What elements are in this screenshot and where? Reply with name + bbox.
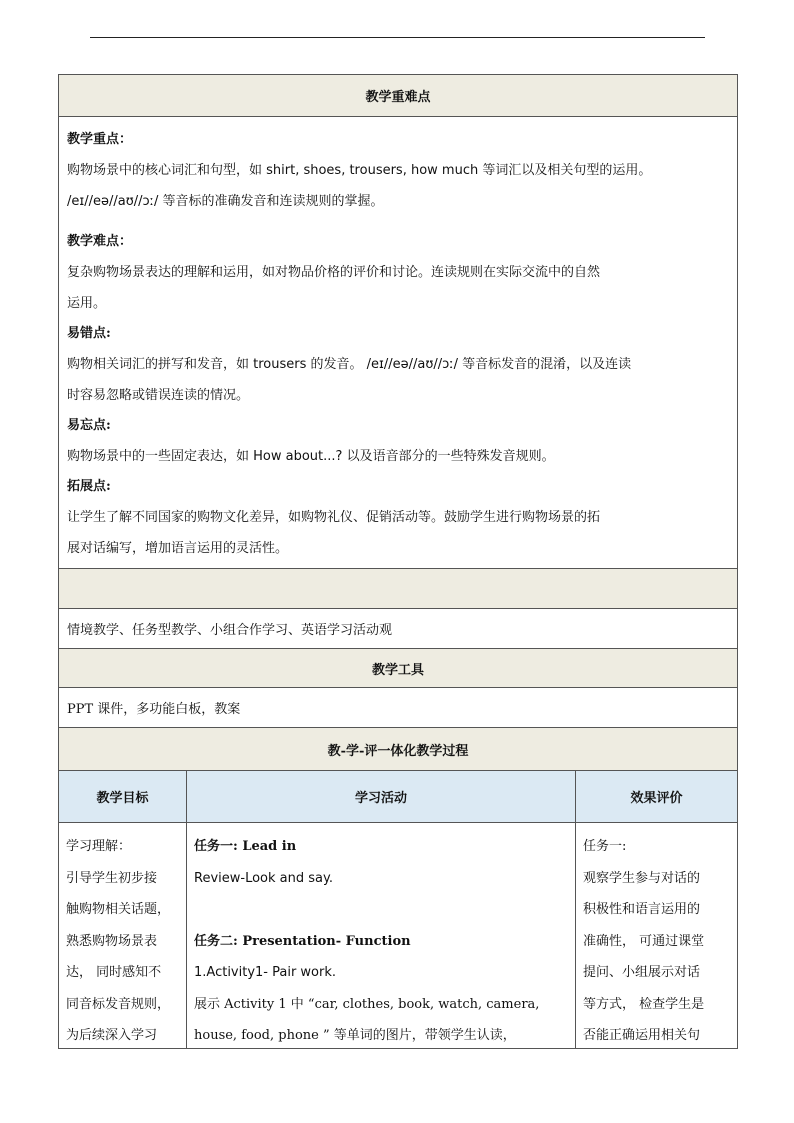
- tools-text: PPT 课件，多功能白板，教案: [67, 702, 241, 717]
- activity-line: 展示 Activity 1 中 “car, clothes, book, watch, camera,: [194, 996, 540, 1012]
- process-header: [59, 728, 737, 771]
- goal-line: 触购物相关话题，: [66, 902, 171, 917]
- header-rule: [90, 37, 705, 38]
- evaluation-line: 积极性和语言运用的: [583, 902, 701, 917]
- activity-line: 1.Activity1- Pair work.: [194, 965, 337, 980]
- activity-line: house, food, phone ” 等单词的图片，带领学生认读，: [194, 1028, 516, 1043]
- goal-column-header: 教学目标: [59, 771, 187, 823]
- process-row: [59, 823, 737, 1049]
- evaluation-line: 观察学生参与对话的: [583, 870, 701, 886]
- extension-line: 展对话编写，增加语言运用的灵活性。: [67, 541, 289, 556]
- error-heading: 易错点:: [67, 326, 111, 341]
- activity-column-header: 学习活动: [187, 771, 576, 823]
- forget-heading: 易忘点:: [67, 418, 111, 433]
- goal-line: 达， 同时感知不: [66, 965, 162, 980]
- evaluation-line: 否能正确运用相关句: [583, 1028, 701, 1043]
- methods-header: [59, 569, 737, 609]
- goal-line: 为后续深入学习: [66, 1028, 158, 1043]
- error-line: 时容易忽略或错误连读的情况。: [67, 388, 250, 403]
- difficulty-heading: 教学难点：: [67, 234, 133, 249]
- key-points-content: [59, 117, 737, 569]
- difficulty-line: 运用。: [67, 296, 107, 311]
- focus-heading: 教学重点：: [67, 132, 133, 147]
- focus-line: /eɪ//eə//aʊ//ɔː/ 等音标的准确发音和连读规则的掌握。: [67, 194, 384, 209]
- process-column-headers: [59, 771, 737, 823]
- methods-text: 情境教学、任务型教学、小组合作学习、英语学习活动观: [67, 623, 393, 638]
- key-points-header: [59, 75, 737, 117]
- forget-line: 购物场景中的一些固定表达，如 How about...? 以及语音部分的一些特殊发音规则。: [67, 449, 555, 464]
- activity-line: Review-Look and say.: [194, 870, 333, 886]
- error-line: 购物相关词汇的拼写和发音，如 trousers 的发音。 /eɪ//eə//aʊ//ɔː/ 等音标发音的混淆，以及连读: [67, 357, 632, 372]
- goal-line: 引导学生初步接: [66, 870, 158, 886]
- key-points-title: 教学重难点: [365, 90, 431, 105]
- focus-line: 购物场景中的核心词汇和句型，如 shirt, shoes, trousers, how much 等词汇以及相关句型的运用。: [67, 163, 652, 178]
- evaluation-line: 任务一:: [583, 839, 627, 854]
- activity-blank-line: [194, 894, 568, 926]
- evaluation-line: 准确性， 可通过课堂: [583, 933, 705, 949]
- tools-title: 教学工具: [371, 662, 424, 678]
- evaluation-cell: [576, 823, 737, 1049]
- task-one-title: 任务一: Lead in: [194, 839, 297, 854]
- tools-header: [59, 649, 737, 688]
- activity-cell: [187, 823, 576, 1049]
- process-title: 教-学-评一体化教学过程: [327, 743, 469, 759]
- goal-line: 同音标发音规则，: [66, 996, 171, 1012]
- tools-row: [59, 688, 737, 728]
- extension-line: 让学生了解不同国家的购物文化差异，如购物礼仪、促销活动等。鼓励学生进行购物场景的拓: [67, 510, 601, 525]
- goal-line: 学习理解：: [66, 839, 132, 854]
- task-two-title: 任务二: Presentation- Function: [194, 933, 411, 949]
- goal-line: 熟悉购物场景表: [66, 933, 158, 949]
- evaluation-line: 等方式， 检查学生是: [583, 996, 705, 1012]
- lesson-plan-table: [58, 74, 738, 1049]
- evaluation-column-header: 效果评价: [576, 771, 737, 823]
- methods-row: [59, 609, 737, 649]
- goal-cell: [59, 823, 187, 1049]
- extension-heading: 拓展点:: [67, 479, 111, 494]
- difficulty-line: 复杂购物场景表达的理解和运用，如对物品价格的评价和讨论。连读规则在实际交流中的自然: [67, 265, 601, 280]
- evaluation-line: 提问、小组展示对话: [583, 965, 701, 980]
